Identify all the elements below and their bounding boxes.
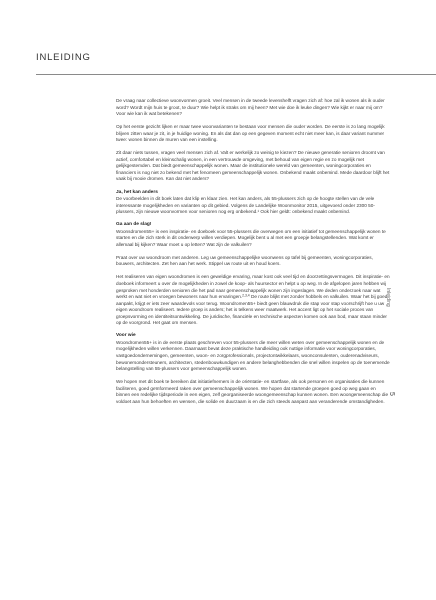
gaan-paragraph-3 xyxy=(116,274,390,326)
voorwie-paragraph-1: Woondromen55+ is in de eerste plaats geschreven voor 55-plussers die meer willen weten over gemeenschappelijk wonen en de mogelijkheden willen verkennen. Daarnaast bevat deze praktische handleiding ook nuttige informatie voor woningcorporaties, vastgoedondernemingen, gemeenten, woon- en zorgprofessionals, projectontwikkelaars, woonconsulenten, ouderenadviseurs, bewonersondersteuners, architecten, stedenbouwkundigen en andere belanghebbenden die snel willen inspelen op de toenemende belangstelling van 55-plussers voor gemeenschappelijk wonen. xyxy=(116,339,390,372)
section-heading-voorwie: Voor wie xyxy=(116,333,136,339)
intro-paragraph-2: Op het eerste gezicht lijken er maar twee woonvarianten te bestaan voor mensen die ouder worden. De eerste is zo lang mogelijk blijven zitten waar je zit, in je huidige woning. En als dat dan op een gegeven moment echt niet meer kan, is daar variant nummer twee: wonen binnen de muren van een instelling. xyxy=(116,124,385,143)
gaan-paragraph-2: Praat over uw woondroom met anderen. Leg uw gemeenschappelijke woonwens op tafel bij gemeenten, woningcorporaties, bouwers, architecten. Zet hen aan het werk. Stippel uw route uit en houd koers. xyxy=(116,254,373,267)
ja-paragraph-1: De voorbeelden in dit boek laten dat klip en klaar zien. Het kan anders, als 55-plussers zich op de hoogte stellen van de vele interessante mogelijkheden en varianten op dit gebied. Volgens de Landelijke Woonmonitor 2015, uitgevoerd onder 2300 50-plussers, zijn nieuwe woonvormen voor senioren nog erg onbekend.¹ Ook hier geldt: onbekend maakt onbemind. xyxy=(116,196,375,215)
gaan-paragraph-3-part1: Het realiseren van eigen woondromen is een geweldige ervaring, maar kost ook veel tijd en doorzettingsvermogen. Dit inspiratie- en doeboek informeert u over de mogelijkheden in zowel de koop- als huursector en helpt u op weg. In de afgelopen jaren hebben wij gesproken met honderden senioren die het pad naar gemeenschappelijk wonen zijn ingeslagen. We deden onderzoek naar wat werkt en wat niet en vroegen bewoners naar hun ervaringen. xyxy=(116,274,390,300)
section-heading-gaan: Ga aan de slag! xyxy=(116,222,152,228)
body-text xyxy=(116,98,390,412)
section-heading-ja: Ja, het kan anders xyxy=(116,189,158,195)
running-header: INLEIDING xyxy=(36,52,91,63)
gaan-paragraph-1: Woonsdromen55+ is een inspiratie- en doeboek voor 55-plussers die overwegen om een initiatief tot gemeenschappelijk wonen te starten en die zich sterk in dit onderwerp willen verdiepen. Mogelijk bent u al met een groepje belangstellenden. Wat komt er allemaal bij kijken? Waar moet u op letten? Wat zijn de valkuilen? xyxy=(116,228,386,247)
header-rule xyxy=(36,74,436,75)
footnote-ref: 2,3,4 xyxy=(242,293,250,298)
gaan-paragraph-3-part2: De route blijkt met zonder hobbels en valkuilen. Waar het bij goed aanpakt, krijgt er iets zeer waardevols voor terug. Woondromen55+ biedt geen blauwdruk die stap voor stap voorschrijft hoe u uw eigen woondroom realiseert. Iedere groep is anders; het is telkens weer maatwerk. Het accent ligt op het sociale proces van groepsvorming en identiteitsontwikkeling. De juridische, financiële en technische aspecten komen ook aan bod, maar staan minder op de voorgrond. Het gaat om mensen. xyxy=(116,294,388,326)
page-number: 5 xyxy=(388,392,395,396)
side-chapter-label: Inleiding xyxy=(385,288,391,307)
voorwie-paragraph-2: We hopen met dit boek te bereiken dat initiatiefnemers in de oriëntatie- en startfase, als ook personen en organisaties die kunnen faciliteren, goed geïnformeerd raken over gemeenschappelijk wonen. We hopen dat startende groepen goed op weg gaan en binnen een redelijke tijdsperiode in een eigen, zelf georganiseerde woongemeenschap kunnen wonen. Een woongemeenschap die voldoet aan hun behoeften en wensen, die solide en duurzaam is en die zich steeds aanpast aan veranderende omstandigheden. xyxy=(116,379,389,404)
intro-paragraph-1: De vraag naar collectieve woonvormen groeit. Veel mensen in de tweede levenshelft vragen zich af: hoe zal ik wonen als ik ouder word? Wordt mijn huis te groot, te duur? Wie helpt ik straks om mij heen? Met wie doe ik leuke dingen? Wie kijkt er naar mij om? Voor wie kan ik wat betekenen? xyxy=(116,98,385,117)
intro-paragraph-3: Zit daar niets tussen, vragen veel mensen zich af. Valt er werkelijk zo weinig te kiezen? De nieuwe generatie senioren droomt van actief, comfortabel en kleinschalig wonen, in een vertrouwde omgeving, met behoud van eigen regie en zo mogelijk met gelijkgestemden. Dat biedt gemeenschappelijk wonen. Maar de institutionele wereld van gemeenten, woningcorporaties en financiers is nog niet zo bekend met het fenomeen gemeenschappelijk wonen. Onbekend maakt onbemind. Mede daardoor blijft het vaak bij mooie dromen. Kan dat niet anders? xyxy=(116,150,390,182)
